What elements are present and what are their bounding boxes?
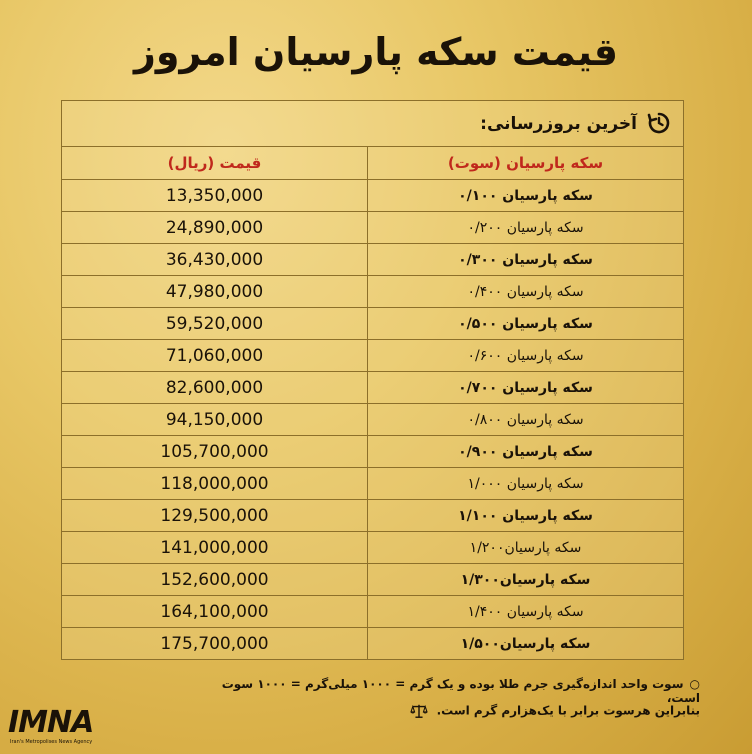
refresh-clock-icon	[647, 111, 671, 135]
coin-name-cell: سکه پارسیان ۱/۱۰۰	[368, 500, 684, 532]
table-row	[62, 564, 684, 596]
logo-name: IMNA	[8, 705, 94, 740]
table-row	[62, 436, 684, 468]
column-header-price: قیمت (ریال)	[62, 147, 368, 180]
table-row	[62, 372, 684, 404]
imna-logo	[8, 705, 100, 747]
coin-name-cell: سکه پارسیان ۰/۶۰۰	[368, 340, 684, 372]
note-bullet: ○	[689, 677, 700, 691]
coin-name-cell: سکه پارسیان۱/۵۰۰	[368, 628, 684, 660]
table-row	[62, 500, 684, 532]
coin-name-cell: سکه پارسیان ۰/۱۰۰	[368, 180, 684, 212]
table-row	[62, 404, 684, 436]
price-cell: 175,700,000	[62, 628, 368, 660]
update-label: آخرین بروزرسانی:	[480, 113, 637, 134]
table-row	[62, 244, 684, 276]
coin-name-cell: سکه پارسیان ۰/۳۰۰	[368, 244, 684, 276]
table-row	[62, 468, 684, 500]
price-cell: 129,500,000	[62, 500, 368, 532]
note-line-2	[200, 703, 700, 719]
coin-name-cell: سکه پارسیان ۰/۹۰۰	[368, 436, 684, 468]
note-line-1	[200, 677, 700, 705]
table-row	[62, 276, 684, 308]
price-cell: 141,000,000	[62, 532, 368, 564]
update-row	[62, 101, 684, 147]
table-row	[62, 180, 684, 212]
column-header-coin: سکه پارسیان (سوت)	[368, 147, 684, 180]
price-cell: 118,000,000	[62, 468, 368, 500]
price-cell: 36,430,000	[62, 244, 368, 276]
price-cell: 47,980,000	[62, 276, 368, 308]
table-row	[62, 532, 684, 564]
price-cell: 82,600,000	[62, 372, 368, 404]
price-cell: 105,700,000	[62, 436, 368, 468]
coin-name-cell: سکه پارسیان ۰/۷۰۰	[368, 372, 684, 404]
coin-name-cell: سکه پارسیان۱/۲۰۰	[368, 532, 684, 564]
coin-name-cell: سکه پارسیان ۰/۵۰۰	[368, 308, 684, 340]
table-header-row	[62, 147, 684, 180]
logo-tagline: Iran's Metropolises News Agency	[10, 739, 93, 745]
coin-name-cell: سکه پارسیان ۱/۴۰۰	[368, 596, 684, 628]
price-cell: 71,060,000	[62, 340, 368, 372]
balance-scale-icon	[410, 703, 428, 719]
price-cell: 152,600,000	[62, 564, 368, 596]
update-cell	[62, 101, 684, 147]
coin-name-cell: سکه پارسیان ۰/۸۰۰	[368, 404, 684, 436]
table-row	[62, 212, 684, 244]
table-row	[62, 340, 684, 372]
price-cell: 59,520,000	[62, 308, 368, 340]
coin-name-cell: سکه پارسیان۱/۳۰۰	[368, 564, 684, 596]
price-cell: 164,100,000	[62, 596, 368, 628]
coin-name-cell: سکه پارسیان ۰/۲۰۰	[368, 212, 684, 244]
table-row	[62, 308, 684, 340]
note-text-1: سوت واحد اندازه‌گیری جرم طلا بوده و یک گرم = ۱۰۰۰ میلی‌گرم = ۱۰۰۰ سوت است،	[221, 677, 700, 705]
coin-name-cell: سکه پارسیان ۰/۴۰۰	[368, 276, 684, 308]
price-cell: 13,350,000	[62, 180, 368, 212]
coin-name-cell: سکه پارسیان ۱/۰۰۰	[368, 468, 684, 500]
table-row	[62, 628, 684, 660]
table-row	[62, 596, 684, 628]
price-cell: 24,890,000	[62, 212, 368, 244]
note-text-2: بنابراین هرسوت برابر با یک‌هزارم گرم است.	[436, 703, 700, 718]
price-table	[61, 100, 684, 660]
page-title: قیمت سکه پارسیان امروز	[134, 30, 618, 74]
price-cell: 94,150,000	[62, 404, 368, 436]
